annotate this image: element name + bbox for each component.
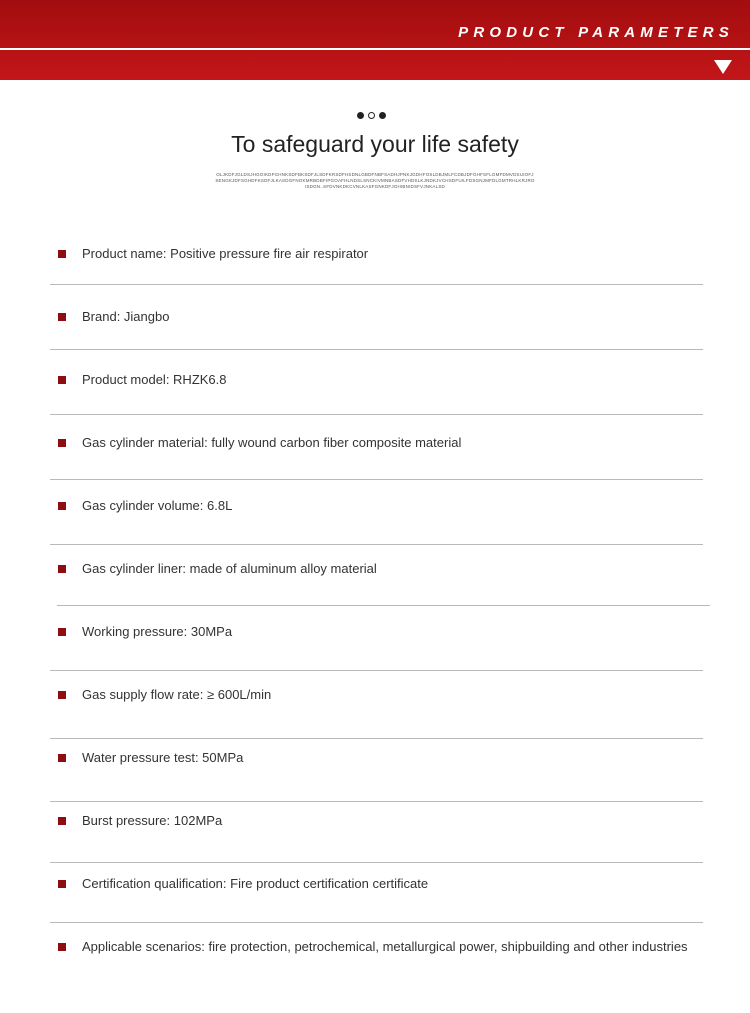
divider bbox=[50, 738, 703, 739]
square-bullet-icon bbox=[58, 817, 66, 825]
divider bbox=[50, 862, 703, 863]
spec-row bbox=[0, 618, 750, 648]
spec-row bbox=[0, 429, 750, 459]
divider bbox=[50, 670, 703, 671]
divider bbox=[50, 479, 703, 480]
divider bbox=[50, 349, 703, 350]
dot-icon bbox=[368, 112, 375, 119]
square-bullet-icon bbox=[58, 754, 66, 762]
spec-label: Burst pressure: 102MPa bbox=[82, 813, 223, 828]
square-bullet-icon bbox=[58, 565, 66, 573]
divider bbox=[57, 605, 710, 606]
divider bbox=[50, 414, 703, 415]
spec-label: Certification qualification: Fire product certification certificate bbox=[82, 876, 429, 891]
square-bullet-icon bbox=[58, 691, 66, 699]
filler-text: OLJKDFJGLDSJHGOIKDFGHNKSDFBKSDFJLSDFKRSDFHSDNLGBDFNBFSADHJPNKJGDHFOSLDBJMLFCDBJDFGHFSFLGMFDMVDSUIOFJSENGKJDFSGHDFKSDFJLKASDGFNOKMRBDBFIPGOAFHLNDSLSNCKIVMNBASDFVHDSLKJNDKJVCHSDFUILFDSGNJMFDLGMTRHLKRJROISDGN..SFDVNKDKCVNLKASFGNKDFJGHIBNIDSFVJNKALSD bbox=[215, 172, 535, 189]
spec-row bbox=[0, 366, 750, 396]
spec-label: Gas cylinder liner: made of aluminum alloy material bbox=[82, 561, 377, 576]
square-bullet-icon bbox=[58, 250, 66, 258]
spec-row bbox=[0, 807, 750, 837]
dot-icon bbox=[379, 112, 386, 119]
dot-icon bbox=[357, 112, 364, 119]
spec-row bbox=[0, 744, 750, 774]
spec-label: Brand: Jiangbo bbox=[82, 309, 170, 324]
dots-ornament bbox=[357, 112, 386, 119]
section-title: PRODUCT PARAMETERS bbox=[458, 24, 734, 41]
spec-row bbox=[0, 555, 750, 585]
square-bullet-icon bbox=[58, 502, 66, 510]
square-bullet-icon bbox=[58, 628, 66, 636]
spec-label: Applicable scenarios: fire protection, petrochemical, metallurgical power, shipbuilding and other industries bbox=[82, 939, 688, 954]
spec-row bbox=[0, 933, 750, 963]
spec-label: Product name: Positive pressure fire air respirator bbox=[82, 246, 369, 261]
spec-label: Gas cylinder material: fully wound carbon fiber composite material bbox=[82, 435, 462, 450]
spec-label: Gas cylinder volume: 6.8L bbox=[82, 498, 233, 513]
banner-stripe bbox=[0, 48, 750, 50]
spec-row bbox=[0, 870, 750, 900]
square-bullet-icon bbox=[58, 439, 66, 447]
divider bbox=[50, 801, 703, 802]
divider bbox=[50, 284, 703, 285]
header-banner bbox=[0, 0, 750, 80]
square-bullet-icon bbox=[58, 943, 66, 951]
spec-row bbox=[0, 492, 750, 522]
divider bbox=[50, 544, 703, 545]
spec-label: Water pressure test: 50MPa bbox=[82, 750, 244, 765]
spec-label: Gas supply flow rate: ≥ 600L/min bbox=[82, 687, 272, 702]
spec-row bbox=[0, 303, 750, 333]
spec-row bbox=[0, 240, 750, 270]
spec-label: Product model: RHZK6.8 bbox=[82, 372, 227, 387]
divider bbox=[50, 922, 703, 923]
down-arrow-icon bbox=[714, 60, 732, 74]
spec-row bbox=[0, 681, 750, 711]
spec-label: Working pressure: 30MPa bbox=[82, 624, 233, 639]
square-bullet-icon bbox=[58, 376, 66, 384]
square-bullet-icon bbox=[58, 313, 66, 321]
headline: To safeguard your life safety bbox=[231, 131, 519, 157]
square-bullet-icon bbox=[58, 880, 66, 888]
